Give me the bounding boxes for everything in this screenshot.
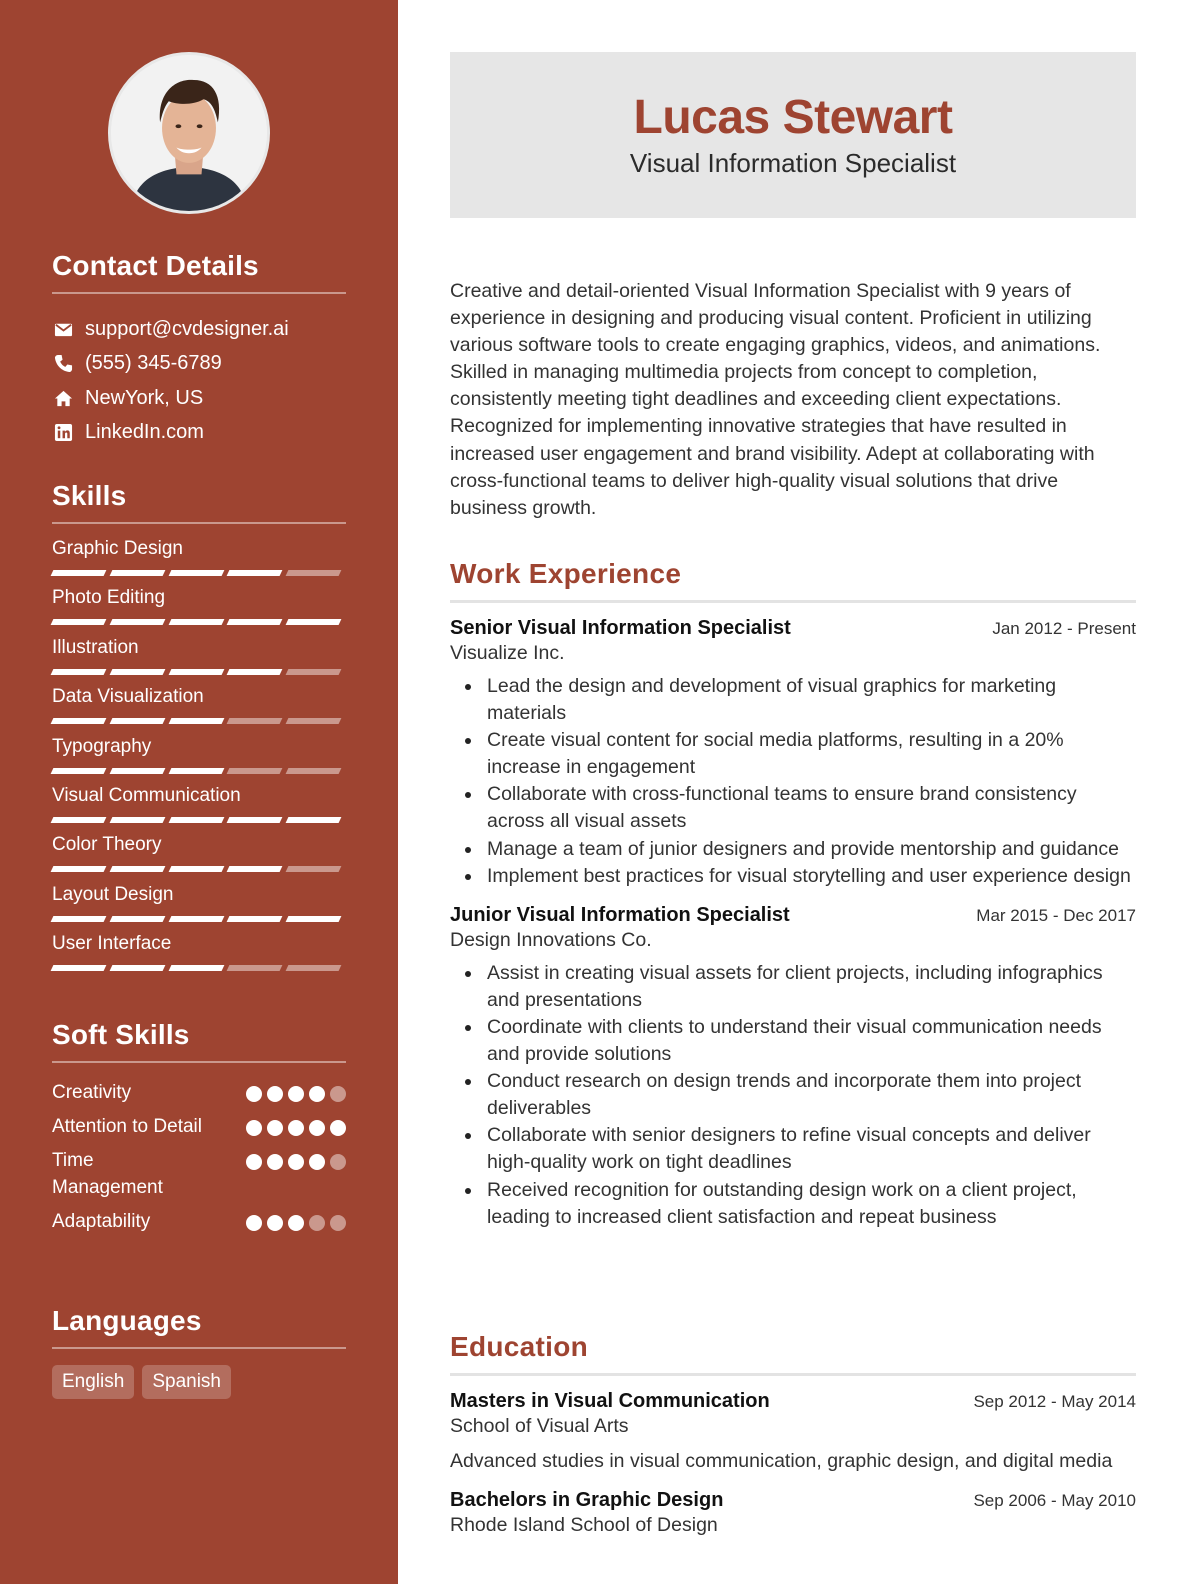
- rating-dot: [288, 1215, 304, 1231]
- envelope-icon: [52, 319, 74, 339]
- contact-email-text: support@cvdesigner.ai: [85, 317, 289, 340]
- job-bullet: Assist in creating visual assets for client projects, including infographics and presentations: [450, 960, 1136, 1014]
- skill-level-segment: [286, 817, 342, 823]
- skill-level-segment: [286, 669, 342, 675]
- skill-level-segment: [51, 669, 107, 675]
- sidebar: [0, 0, 398, 1584]
- job-date: Jan 2012 - Present: [992, 619, 1136, 638]
- rating-dot: [288, 1086, 304, 1102]
- skill-level-segment: [109, 866, 165, 872]
- rating-dot: [330, 1154, 346, 1170]
- candidate-name: Lucas Stewart: [633, 91, 953, 144]
- skill-level-segment: [168, 866, 224, 872]
- contact-location-text: NewYork, US: [85, 386, 204, 409]
- soft-skill-rating: [246, 1079, 346, 1102]
- rating-dot: [267, 1086, 283, 1102]
- job-bullet: Collaborate with senior designers to refine visual concepts and deliver high-quality work on tight deadlines: [450, 1122, 1136, 1176]
- soft-skill-rating: [246, 1208, 346, 1231]
- education-entry: [450, 1390, 1136, 1475]
- skill-level-segment: [109, 718, 165, 724]
- skill-level-segment: [51, 768, 107, 774]
- soft-skill-name: Creativity: [52, 1082, 132, 1103]
- rating-dot: [330, 1086, 346, 1102]
- job-date: Mar 2015 - Dec 2017: [976, 905, 1136, 925]
- job-bullet: Create visual content for social media platforms, resulting in a 20% increase in engagement: [450, 727, 1136, 781]
- skill-level-segment: [227, 669, 283, 675]
- soft-skill-item: [52, 1208, 346, 1235]
- soft-skills-section: [52, 1019, 346, 1242]
- soft-skill-rating: [246, 1147, 346, 1170]
- languages-heading: Languages: [52, 1305, 346, 1349]
- rating-dot: [288, 1120, 304, 1136]
- education-date: Sep 2012 - May 2014: [973, 1392, 1136, 1411]
- job-bullet-list: [450, 960, 1136, 1231]
- skill-name: User Interface: [52, 933, 172, 955]
- skill-level-segment: [286, 866, 342, 872]
- job-entry: [450, 904, 1136, 1231]
- skill-level-segment: [51, 916, 107, 922]
- skill-level-bar: [52, 866, 346, 872]
- job-list: [450, 617, 1136, 1231]
- soft-skills-heading: Soft Skills: [52, 1019, 346, 1063]
- skill-level-segment: [227, 570, 283, 576]
- skill-level-segment: [227, 768, 283, 774]
- candidate-title: Visual Information Specialist: [629, 148, 957, 178]
- skill-level-segment: [51, 619, 107, 625]
- skill-name: Data Visualization: [52, 686, 204, 708]
- skill-item: [52, 536, 346, 585]
- job-bullet: Coordinate with clients to understand their visual communication needs and provide solutions: [450, 1014, 1136, 1068]
- soft-skill-item: [52, 1147, 346, 1201]
- skill-level-segment: [109, 916, 165, 922]
- job-company: Design Innovations Co.: [450, 928, 652, 951]
- soft-skill-rating: [246, 1113, 346, 1136]
- contact-heading: Contact Details: [52, 250, 346, 294]
- skill-level-segment: [51, 817, 107, 823]
- soft-skill-name: Attention to Detail: [52, 1116, 202, 1137]
- skill-level-bar: [52, 768, 346, 774]
- rating-dot: [309, 1120, 325, 1136]
- rating-dot: [246, 1086, 262, 1102]
- name-header: [450, 52, 1136, 218]
- skill-item: [52, 832, 346, 881]
- skill-level-segment: [227, 718, 283, 724]
- skill-item: [52, 882, 346, 931]
- skill-level-segment: [286, 965, 342, 971]
- soft-skill-item: [52, 1113, 346, 1140]
- job-bullet: Implement best practices for visual storytelling and user experience design: [450, 863, 1136, 890]
- skill-level-segment: [286, 570, 342, 576]
- contact-section: [52, 250, 346, 450]
- languages-list: [52, 1365, 346, 1399]
- education-degree: Bachelors in Graphic Design: [450, 1489, 724, 1512]
- job-bullet: Collaborate with cross-functional teams to ensure brand consistency across all visual assets: [450, 781, 1136, 835]
- skill-level-segment: [227, 866, 283, 872]
- contact-location: [52, 381, 346, 416]
- rating-dot: [267, 1154, 283, 1170]
- language-pill: Spanish: [142, 1365, 231, 1399]
- avatar: [111, 55, 267, 211]
- skill-level-segment: [227, 916, 283, 922]
- skill-level-bar: [52, 669, 346, 675]
- skill-level-segment: [286, 916, 342, 922]
- skill-level-segment: [109, 570, 165, 576]
- skill-level-bar: [52, 965, 346, 971]
- contact-linkedin-text: LinkedIn.com: [85, 421, 204, 444]
- soft-skill-item: [52, 1079, 346, 1106]
- job-role: Senior Visual Information Specialist: [450, 617, 791, 639]
- home-icon: [52, 388, 74, 408]
- skill-level-segment: [51, 570, 107, 576]
- skill-level-segment: [51, 718, 107, 724]
- skill-name: Visual Communication: [52, 784, 241, 806]
- education-list: [450, 1390, 1136, 1537]
- job-bullet: Lead the design and development of visual graphics for marketing materials: [450, 673, 1136, 727]
- job-company: Visualize Inc.: [450, 642, 565, 664]
- skill-level-segment: [109, 669, 165, 675]
- skill-level-bar: [52, 718, 346, 724]
- rating-dot: [309, 1215, 325, 1231]
- skill-level-bar: [52, 817, 346, 823]
- skills-section: [52, 480, 346, 981]
- skill-level-segment: [168, 768, 224, 774]
- rating-dot: [330, 1120, 346, 1136]
- skill-name: Graphic Design: [52, 538, 183, 559]
- skill-item: [52, 684, 346, 733]
- education-description: Advanced studies in visual communication, graphic design, and digital media: [450, 1450, 1113, 1472]
- skill-level-segment: [227, 619, 283, 625]
- job-entry: [450, 617, 1136, 890]
- job-bullet: Received recognition for outstanding design work on a client project, leading to increased client satisfaction and repeat business: [450, 1177, 1136, 1231]
- skill-level-segment: [227, 817, 283, 823]
- skill-level-segment: [168, 669, 224, 675]
- linkedin-icon: [52, 423, 74, 443]
- skill-level-segment: [168, 570, 224, 576]
- skill-level-segment: [168, 619, 224, 625]
- skill-name: Illustration: [52, 636, 139, 658]
- contact-list: [52, 312, 346, 450]
- contact-email[interactable]: [52, 312, 346, 347]
- rating-dot: [246, 1154, 262, 1170]
- education-school: School of Visual Arts: [450, 1415, 629, 1437]
- contact-linkedin[interactable]: [52, 416, 346, 451]
- education-entry: [450, 1489, 1136, 1537]
- skill-name: Color Theory: [52, 834, 162, 856]
- skill-item: [52, 931, 346, 980]
- skill-item: [52, 585, 346, 634]
- education-header: [450, 1489, 1136, 1512]
- job-bullet: Manage a team of junior designers and provide mentorship and guidance: [450, 836, 1136, 863]
- skill-name: Typography: [52, 735, 152, 757]
- skill-item: [52, 783, 346, 832]
- skill-level-segment: [109, 619, 165, 625]
- languages-section: [52, 1305, 346, 1399]
- rating-dot: [288, 1154, 304, 1170]
- soft-skills-list: [52, 1079, 346, 1235]
- contact-phone-text: (555) 345-6789: [85, 352, 222, 375]
- job-role: Junior Visual Information Specialist: [450, 903, 790, 926]
- skill-level-segment: [109, 965, 165, 971]
- skill-level-segment: [109, 768, 165, 774]
- rating-dot: [309, 1154, 325, 1170]
- skill-level-segment: [286, 619, 342, 625]
- skill-level-segment: [168, 916, 224, 922]
- skill-level-segment: [168, 718, 224, 724]
- rating-dot: [267, 1215, 283, 1231]
- rating-dot: [309, 1086, 325, 1102]
- education-school: Rhode Island School of Design: [450, 1514, 718, 1537]
- education-heading: Education: [450, 1331, 1136, 1376]
- skill-level-bar: [52, 916, 346, 922]
- rating-dot: [246, 1120, 262, 1136]
- contact-phone[interactable]: [52, 347, 346, 382]
- soft-skill-name: Adaptability: [52, 1211, 151, 1232]
- work-experience-heading: Work Experience: [450, 558, 1136, 603]
- education-header: [450, 1390, 1136, 1413]
- education-section: [450, 1331, 1136, 1537]
- rating-dot: [267, 1120, 283, 1136]
- skill-level-bar: [52, 570, 346, 576]
- profile-photo: [108, 52, 270, 214]
- skill-level-segment: [286, 718, 342, 724]
- skill-level-segment: [109, 817, 165, 823]
- job-header: [450, 617, 1136, 640]
- language-pill: English: [52, 1365, 134, 1399]
- skills-heading: Skills: [52, 480, 346, 524]
- work-experience-section: [450, 558, 1136, 1231]
- skill-level-segment: [168, 817, 224, 823]
- job-bullet-list: [450, 673, 1136, 890]
- rating-dot: [330, 1215, 346, 1231]
- soft-skill-name: Time Management: [52, 1150, 163, 1198]
- job-bullet: Conduct research on design trends and incorporate them into project deliverables: [450, 1068, 1136, 1122]
- skill-level-segment: [51, 866, 107, 872]
- skill-item: [52, 635, 346, 684]
- skill-level-segment: [286, 768, 342, 774]
- education-date: Sep 2006 - May 2010: [973, 1491, 1136, 1511]
- phone-icon: [52, 354, 74, 374]
- skills-list: [52, 536, 346, 981]
- rating-dot: [246, 1215, 262, 1231]
- skill-level-bar: [52, 619, 346, 625]
- skill-level-segment: [51, 965, 107, 971]
- job-header: [450, 904, 1136, 927]
- skill-name: Layout Design: [52, 883, 174, 905]
- summary-text: Creative and detail-oriented Visual Information Specialist with 9 years of experience in designing and producing visual content. Proficient in utilizing various software tools to create engaging graphics, videos, and animations. Skilled in managing multimedia projects from concept to completion, consistently meeting tight deadlines and exceeding client expectations. Recognized for implementing innovative strategies that have resulted in increased user engagement and brand visibility. Adept at collaborating with cross-functional teams to deliver high-quality visual solutions that drive business growth.: [450, 280, 1101, 519]
- education-degree: Masters in Visual Communication: [450, 1390, 770, 1412]
- skill-level-segment: [168, 965, 224, 971]
- skill-level-segment: [227, 965, 283, 971]
- skill-name: Photo Editing: [52, 587, 166, 609]
- skill-item: [52, 734, 346, 783]
